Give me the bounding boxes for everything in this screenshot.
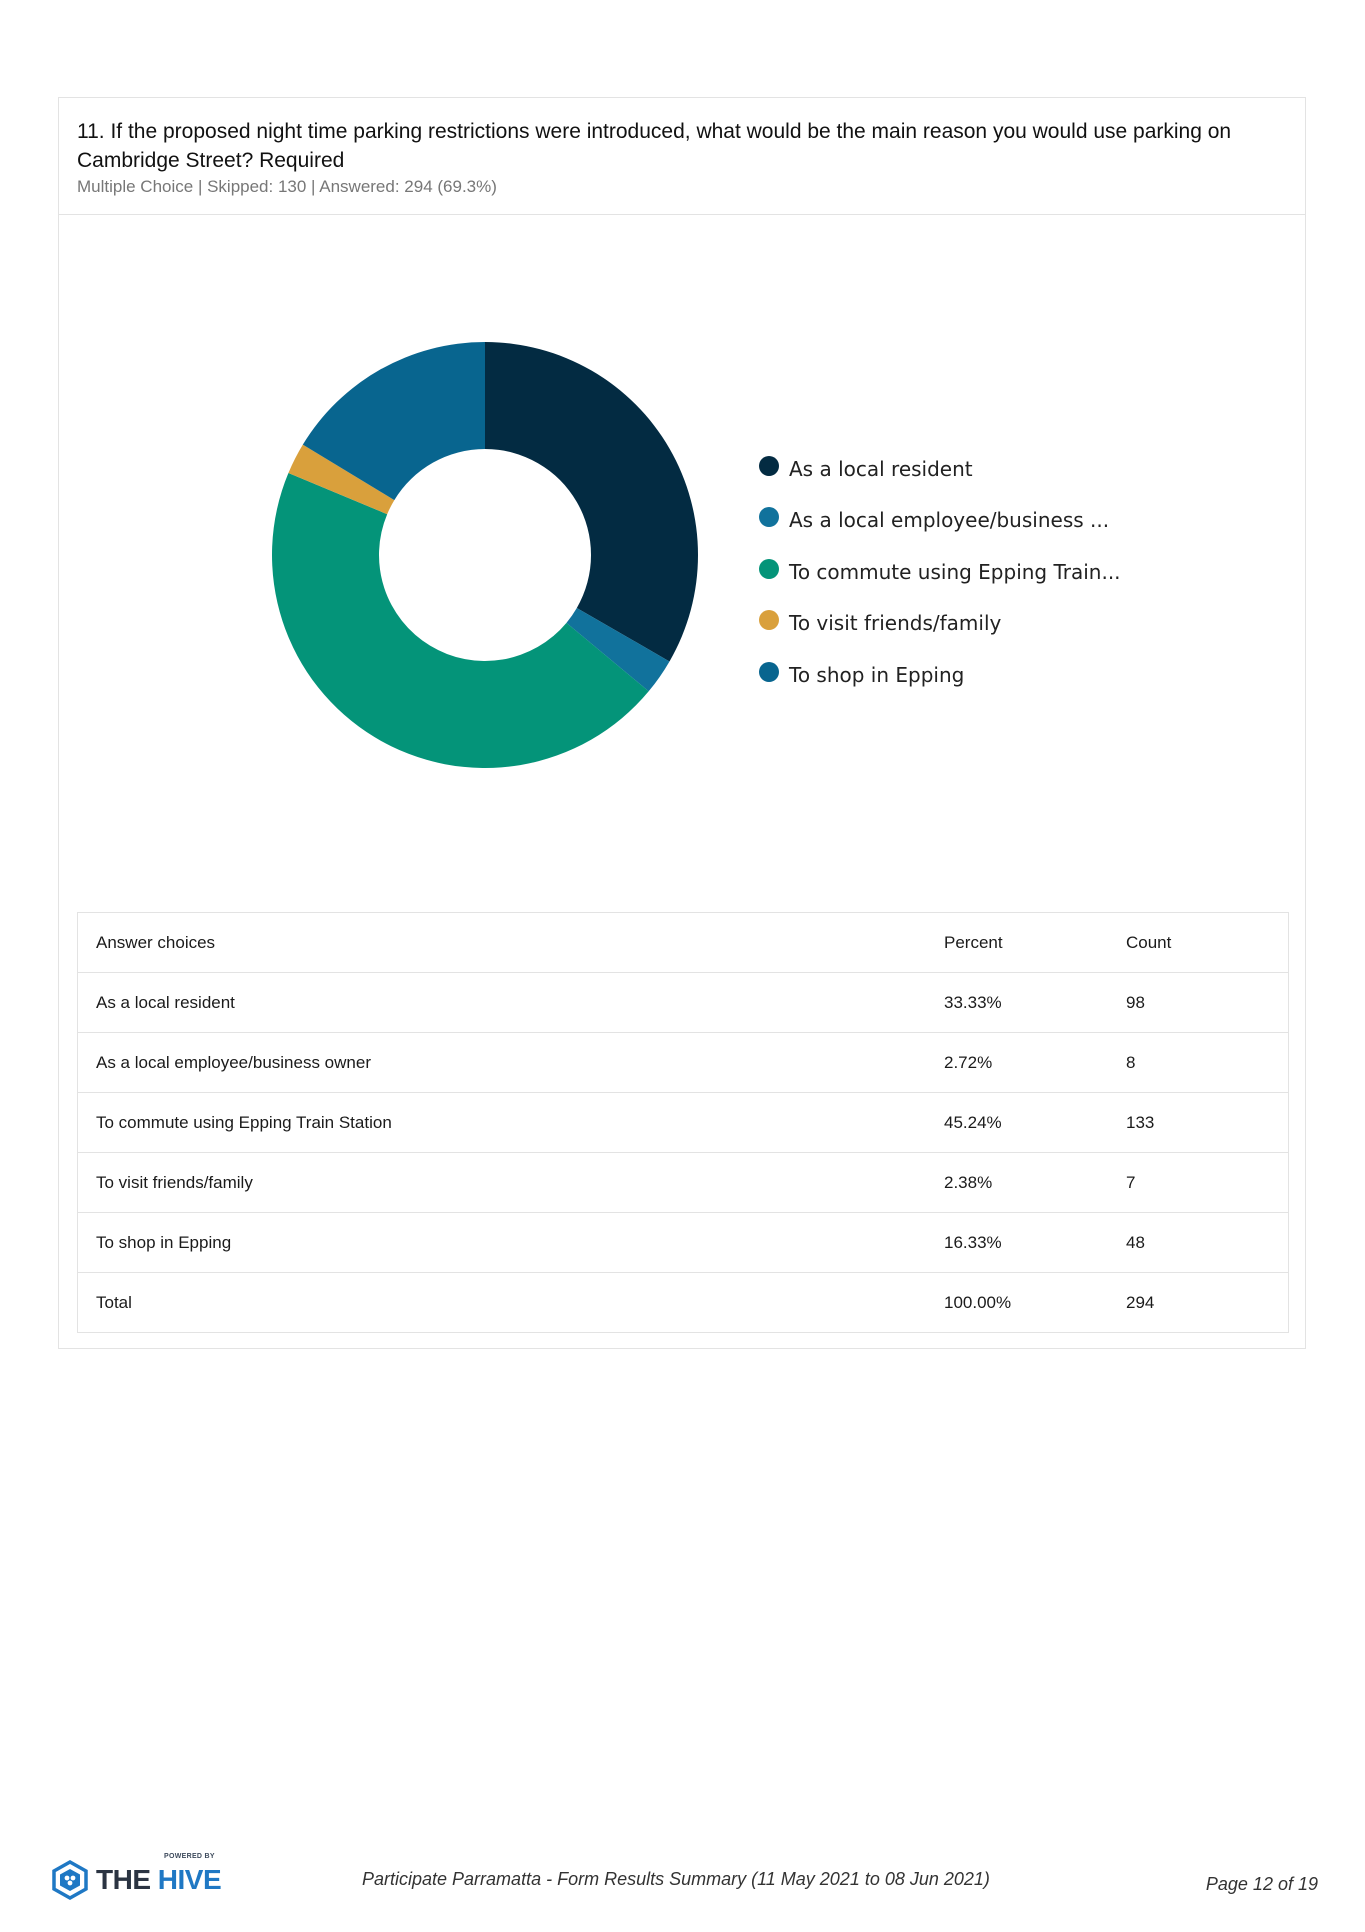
legend-item [759,443,1121,495]
table-row [78,1093,1289,1153]
legend-label: To shop in Epping [789,662,965,687]
legend-label: As a local employee/business ... [789,508,1110,533]
table-cell-percent: 45.24% [926,1093,1108,1153]
logo-wordmark [96,1853,222,1896]
legend-label: To visit friends/family [789,611,1002,636]
the-hive-logo [50,1853,222,1900]
table-cell-count: 133 [1108,1093,1289,1153]
table-cell-answer: To visit friends/family [78,1153,927,1213]
legend-item [759,598,1121,650]
footer-summary: Participate Parramatta - Form Results Summary (11 May 2021 to 08 Jun 2021) [362,1869,990,1889]
table-cell-count: 7 [1108,1153,1289,1213]
table-cell-percent: 33.33% [926,973,1108,1033]
donut-slice [485,342,698,661]
table-cell-answer: To shop in Epping [78,1213,927,1273]
legend-item [759,649,1121,701]
table-cell-answer: As a local employee/business owner [78,1033,927,1093]
chart-legend [759,443,1121,701]
question-card [58,97,1306,1349]
table-cell-count: 48 [1108,1213,1289,1273]
legend-item [759,495,1121,547]
table-cell-answer: As a local resident [78,973,927,1033]
legend-swatch [759,456,779,476]
table-cell-answer: To commute using Epping Train Station [78,1093,927,1153]
legend-swatch [759,559,779,579]
table-row [78,1273,1289,1333]
donut-chart [59,215,759,905]
table-row [78,973,1289,1033]
table-cell-count: 98 [1108,973,1289,1033]
table-cell-count: 294 [1108,1273,1289,1333]
legend-item [759,546,1121,598]
table-cell-count: 8 [1108,1033,1289,1093]
hive-hexagon-icon [50,1860,90,1900]
results-table [77,912,1289,1333]
table-header-answer: Answer choices [78,913,927,973]
legend-swatch [759,507,779,527]
table-cell-percent: 2.38% [926,1153,1108,1213]
table-header-row [78,913,1289,973]
logo-powered-by: POWERED BY [164,1853,215,1860]
logo-hive: HIVE [157,1864,222,1895]
table-row [78,1153,1289,1213]
logo-the: THE [96,1864,158,1895]
page-number: Page 12 of 19 [1205,1874,1318,1894]
question-title: 11. If the proposed night time parking restrictions were introduced, what would be the main reason you would use parking on Cambridge Street? Required [77,120,1232,172]
legend-swatch [759,662,779,682]
chart-area [59,215,1305,905]
page-footer [0,1853,1365,1900]
table-cell-percent: 2.72% [926,1033,1108,1093]
table-cell-percent: 100.00% [926,1273,1108,1333]
question-header [59,98,1305,215]
table-row [78,1213,1289,1273]
legend-label: To commute using Epping Train... [789,559,1121,584]
question-meta: Multiple Choice | Skipped: 130 | Answered: 294 (69.3%) [77,177,497,196]
legend-swatch [759,610,779,630]
table-row [78,1033,1289,1093]
table-cell-percent: 16.33% [926,1213,1108,1273]
table-header-count: Count [1108,913,1289,973]
legend-label: As a local resident [789,456,973,481]
table-cell-answer: Total [78,1273,927,1333]
table-header-percent: Percent [926,913,1108,973]
